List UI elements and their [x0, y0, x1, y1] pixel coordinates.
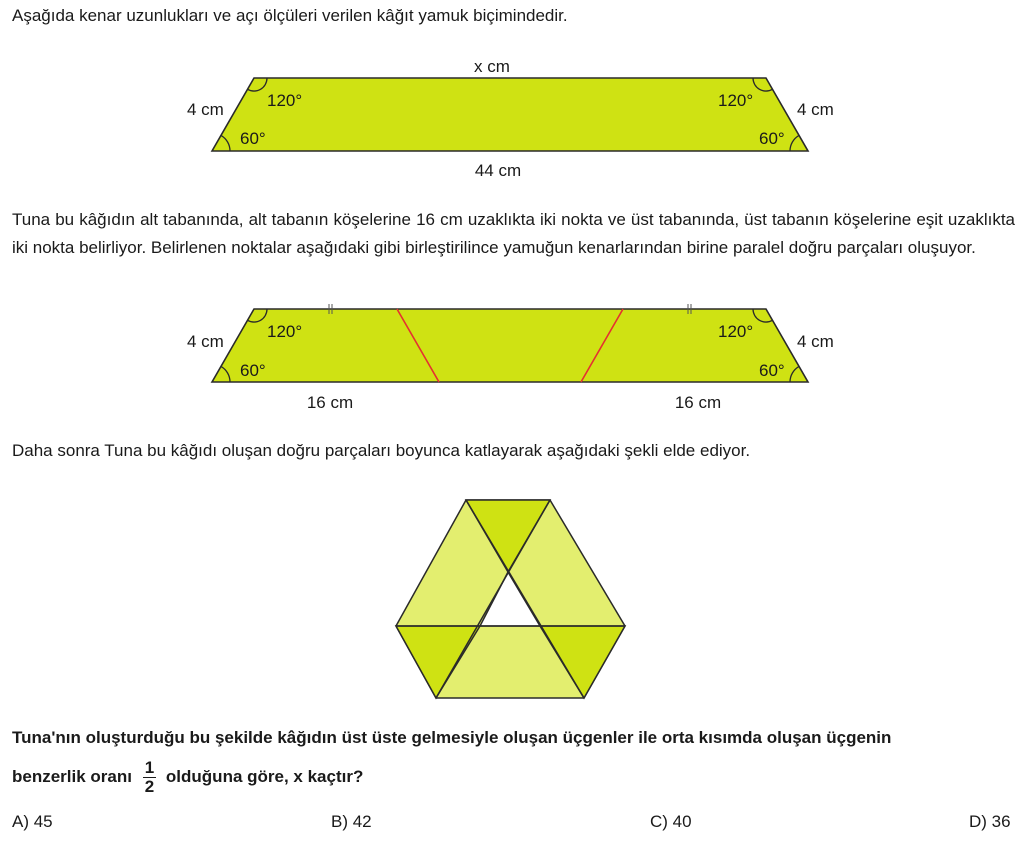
bottom-base-label: 44 cm: [474, 161, 522, 180]
top-base-label: x cm: [474, 57, 510, 76]
fraction-one-half: [143, 759, 156, 796]
question-text-before: benzerlik oranı: [12, 767, 132, 786]
bottom-left-segment-label: 16 cm: [306, 393, 354, 412]
intro-text: Aşağıda kenar uzunlukları ve açı ölçüleri verilen kâğıt yamuk biçimindedir.: [12, 6, 568, 25]
option-c[interactable]: C) 40: [650, 812, 692, 831]
trapezoid-figure: [180, 50, 850, 185]
bottom-right-segment-label: 16 cm: [674, 393, 722, 412]
angle-label-bottom-right-2: 60°: [759, 361, 785, 380]
folded-trapezoid-figure: [180, 296, 850, 421]
question-line-2: [12, 754, 1015, 800]
trapezoid-fill-2: [212, 309, 808, 382]
option-a[interactable]: A) 45: [12, 812, 53, 831]
paragraph-3: Daha sonra Tuna bu kâğıdı oluşan doğru parçaları boyunca katlayarak aşağıdaki şekli elde ediyor.: [12, 441, 751, 460]
option-b[interactable]: B) 42: [331, 812, 372, 831]
fraction-denominator: 2: [144, 777, 155, 797]
angle-label-top-right-2: 120°: [718, 322, 754, 341]
angle-label-bottom-left: 60°: [240, 129, 266, 148]
option-d[interactable]: D) 36: [969, 812, 1011, 831]
question-text-after: olduğuna göre, x kaçtır?: [165, 767, 364, 786]
fraction-numerator: 1: [144, 758, 155, 778]
left-side-label: 4 cm: [187, 100, 224, 119]
angle-label-top-left: 120°: [267, 91, 303, 110]
left-side-label-2: 4 cm: [187, 332, 224, 351]
right-side-label-2: 4 cm: [797, 332, 834, 351]
trapezoid-shape: [212, 78, 808, 151]
paragraph-2: Tuna bu kâğıdın alt tabanında, alt tabanın köşelerine 16 cm uzaklıkta iki nokta ve üst tabanında, üst tabanın köşelerine eşit uzaklıkta iki nokta belirliyor. Belirlenen noktalar aşağıdaki gibi birleştirilince yamuğun kenarlarından birine paralel doğru parçaları oluşuyor.: [12, 210, 1015, 257]
angle-label-bottom-left-2: 60°: [240, 361, 266, 380]
question-line-1: Tuna'nın oluşturduğu bu şekilde kâğıdın üst üste gelmesiyle oluşan üçgenler ile orta kısımda oluşan üçgenin: [12, 728, 892, 747]
angle-label-top-left-2: 120°: [267, 322, 303, 341]
folded-hexagon-figure: [390, 492, 635, 707]
angle-label-bottom-right: 60°: [759, 129, 785, 148]
right-side-label: 4 cm: [797, 100, 834, 119]
angle-label-top-right: 120°: [718, 91, 754, 110]
